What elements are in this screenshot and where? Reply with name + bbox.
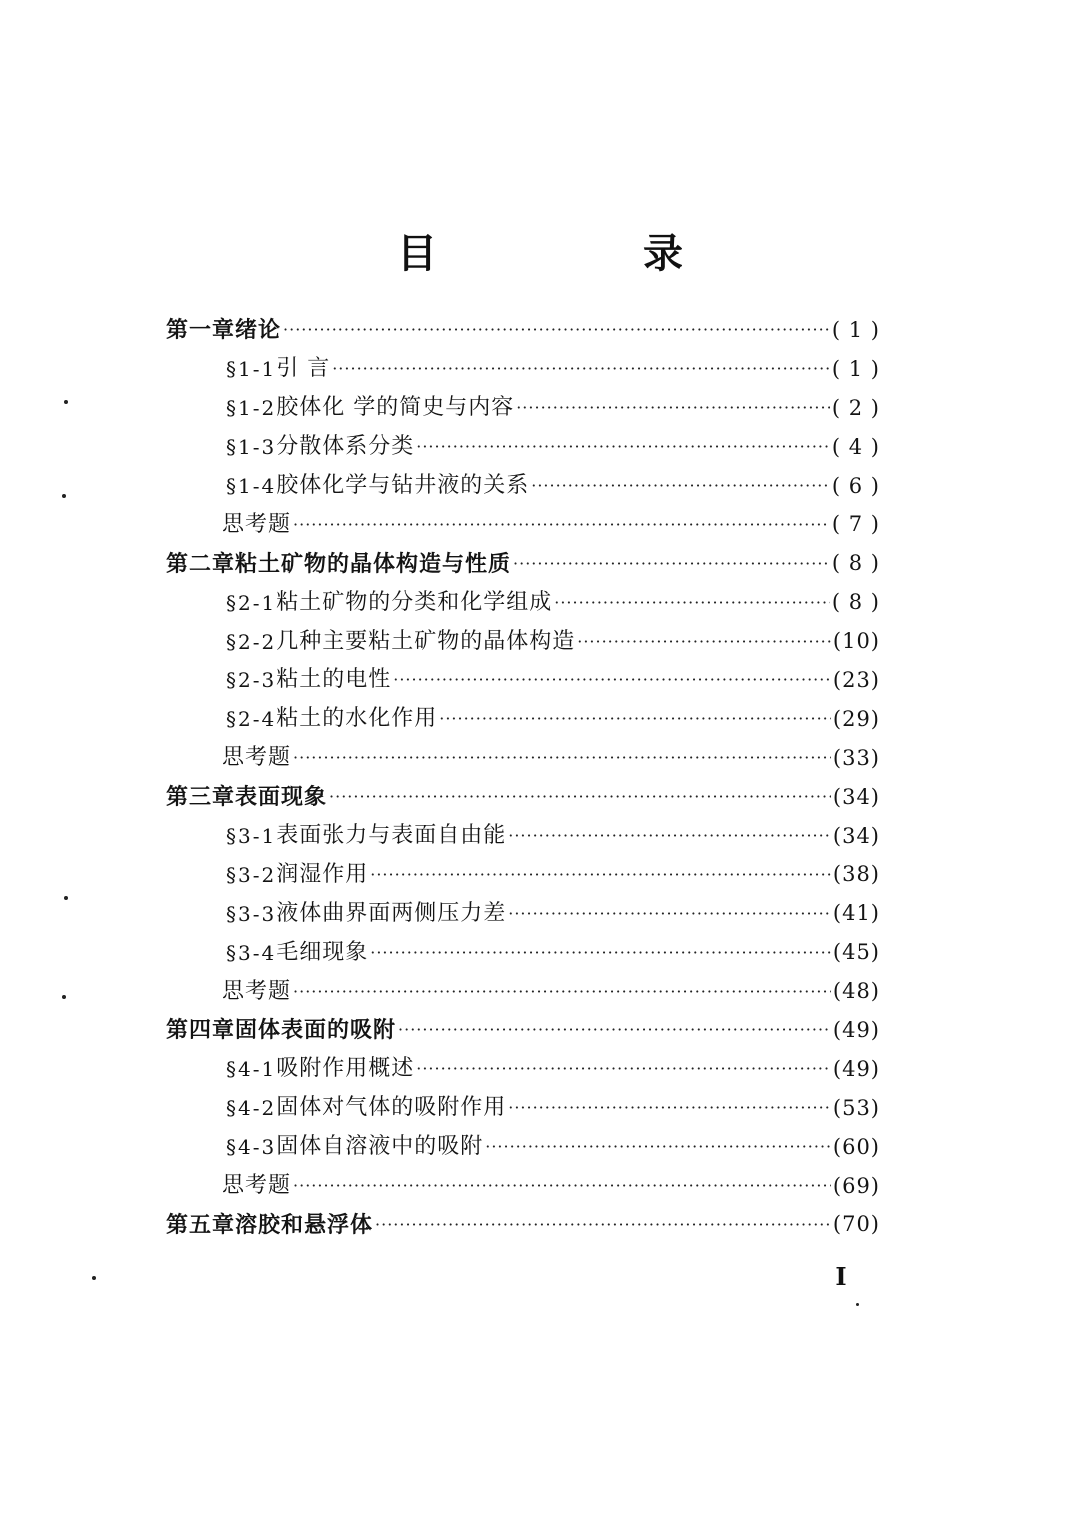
toc-entry-page: ( 2 ) bbox=[831, 395, 880, 420]
toc-entry-page: (10) bbox=[832, 629, 880, 654]
scan-speck bbox=[64, 400, 68, 404]
toc-entry-title: 固体对气体的吸附作用 bbox=[276, 1095, 507, 1121]
dot-leader bbox=[531, 475, 830, 497]
toc-entry-number: §1-3 bbox=[226, 435, 277, 460]
toc-entry-page: ( 1 ) bbox=[831, 356, 880, 381]
toc-entry-chapter-3[interactable] bbox=[160, 778, 880, 817]
dot-leader bbox=[283, 319, 830, 341]
toc-entry-title: 固体表面的吸附 bbox=[235, 1017, 397, 1044]
toc-entry-questions-4[interactable] bbox=[160, 1167, 880, 1206]
toc-entry-title: 分散体系分类 bbox=[276, 434, 415, 460]
toc-entry-questions-1[interactable] bbox=[160, 505, 880, 544]
dot-leader bbox=[508, 903, 831, 925]
toc-entry-page: (41) bbox=[832, 901, 880, 926]
toc-entry-section-1-3[interactable] bbox=[160, 428, 880, 467]
dot-leader bbox=[416, 436, 830, 458]
toc-entry-title: 思考题 bbox=[222, 745, 292, 771]
toc-entry-section-4-2[interactable] bbox=[160, 1089, 880, 1128]
toc-entry-chapter-1[interactable] bbox=[160, 311, 880, 350]
toc-entry-title: 溶胶和悬浮体 bbox=[235, 1211, 374, 1238]
toc-entry-number: 第三章 bbox=[166, 784, 236, 811]
toc-entry-page: ( 8 ) bbox=[831, 551, 880, 576]
toc-entry-number: §3-2 bbox=[226, 862, 277, 887]
page-number: I bbox=[835, 1262, 847, 1291]
toc-entry-page: (34) bbox=[832, 823, 880, 848]
scan-speck bbox=[62, 494, 66, 498]
toc-entry-page: (49) bbox=[832, 1056, 880, 1081]
toc-entry-section-2-3[interactable] bbox=[160, 661, 880, 700]
toc-entry-title: 粘土的电性 bbox=[276, 667, 392, 693]
dot-leader bbox=[293, 981, 831, 1003]
toc-entry-number: §3-1 bbox=[226, 824, 277, 849]
toc-entry-section-3-2[interactable] bbox=[160, 855, 880, 894]
toc-entry-questions-2[interactable] bbox=[160, 739, 880, 778]
dot-leader bbox=[332, 358, 830, 380]
toc-entry-page: (33) bbox=[832, 745, 880, 770]
dot-leader bbox=[554, 592, 830, 614]
toc-entry-number: §4-2 bbox=[226, 1096, 277, 1121]
toc-entry-number: §2-3 bbox=[226, 668, 277, 693]
table-of-contents bbox=[160, 311, 880, 1244]
toc-entry-page: (49) bbox=[832, 1017, 880, 1042]
dot-leader bbox=[513, 553, 830, 575]
dot-leader bbox=[393, 669, 831, 691]
toc-entry-section-4-1[interactable] bbox=[160, 1050, 880, 1089]
toc-entry-title: 胶体化 学的简史与内容 bbox=[276, 395, 515, 421]
toc-entry-page: ( 7 ) bbox=[831, 512, 880, 537]
toc-entry-number: §3-3 bbox=[226, 901, 277, 926]
toc-entry-section-3-4[interactable] bbox=[160, 933, 880, 972]
toc-entry-number: 第四章 bbox=[166, 1017, 236, 1044]
toc-entry-number: 第五章 bbox=[166, 1211, 236, 1238]
toc-entry-section-3-1[interactable] bbox=[160, 817, 880, 856]
toc-entry-page: (45) bbox=[832, 940, 880, 965]
dot-leader bbox=[485, 1136, 831, 1158]
toc-entry-section-4-3[interactable] bbox=[160, 1128, 880, 1167]
toc-entry-title: 固体自溶液中的吸附 bbox=[276, 1134, 484, 1160]
toc-entry-number: §2-2 bbox=[226, 629, 277, 654]
toc-entry-page: ( 1 ) bbox=[831, 317, 880, 342]
toc-entry-page: (29) bbox=[832, 706, 880, 731]
toc-entry-number: §4-3 bbox=[226, 1135, 277, 1160]
dot-leader bbox=[398, 1019, 831, 1041]
toc-entry-section-2-2[interactable] bbox=[160, 622, 880, 661]
toc-entry-chapter-5[interactable] bbox=[160, 1205, 880, 1244]
toc-entry-number: §2-1 bbox=[226, 590, 277, 615]
toc-entry-title: 思考题 bbox=[222, 978, 292, 1004]
dot-leader bbox=[293, 747, 831, 769]
toc-entry-page: ( 4 ) bbox=[831, 434, 880, 459]
dot-leader bbox=[416, 1058, 831, 1080]
toc-entry-title: 思考题 bbox=[222, 511, 292, 537]
toc-entry-title: 表面张力与表面自由能 bbox=[276, 823, 507, 849]
toc-entry-page: (23) bbox=[832, 667, 880, 692]
toc-entry-title: 思考题 bbox=[222, 1173, 292, 1199]
toc-entry-section-1-4[interactable] bbox=[160, 467, 880, 506]
toc-entry-number: §2-4 bbox=[226, 707, 277, 732]
dot-leader bbox=[577, 631, 831, 653]
toc-entry-page: (69) bbox=[832, 1173, 880, 1198]
toc-entry-section-1-1[interactable] bbox=[160, 350, 880, 389]
dot-leader bbox=[516, 397, 830, 419]
toc-entry-title: 粘土矿物的分类和化学组成 bbox=[276, 589, 553, 615]
dot-leader bbox=[370, 942, 831, 964]
page-title: 目 录 bbox=[397, 230, 779, 277]
toc-entry-number: §3-4 bbox=[226, 940, 277, 965]
scan-speck bbox=[92, 1276, 96, 1280]
toc-entry-page: ( 6 ) bbox=[831, 473, 880, 498]
toc-entry-section-3-3[interactable] bbox=[160, 894, 880, 933]
toc-entry-section-1-2[interactable] bbox=[160, 389, 880, 428]
toc-entry-page: (60) bbox=[832, 1134, 880, 1159]
dot-leader bbox=[375, 1214, 831, 1236]
toc-entry-title: 吸附作用概述 bbox=[276, 1056, 415, 1082]
toc-entry-number: §1-4 bbox=[226, 474, 277, 498]
scan-speck bbox=[856, 1303, 859, 1306]
dot-leader bbox=[508, 1097, 831, 1119]
toc-entry-number: §1-1 bbox=[226, 357, 277, 382]
toc-entry-title: 引 言 bbox=[276, 356, 331, 382]
toc-entry-page: (38) bbox=[832, 862, 880, 887]
toc-entry-section-2-1[interactable] bbox=[160, 583, 880, 622]
dot-leader bbox=[329, 786, 831, 808]
toc-entry-title: 几种主要粘土矿物的晶体构造 bbox=[276, 628, 576, 654]
toc-entry-title: 液体曲界面两侧压力差 bbox=[276, 900, 507, 926]
toc-entry-questions-3[interactable] bbox=[160, 972, 880, 1011]
toc-entry-title: 绪论 bbox=[235, 317, 282, 344]
toc-entry-page: (34) bbox=[832, 784, 880, 809]
toc-entry-title: 表面现象 bbox=[235, 784, 328, 811]
toc-entry-title: 粘土矿物的晶体构造与性质 bbox=[235, 550, 512, 577]
toc-entry-page: (53) bbox=[832, 1095, 880, 1120]
toc-entry-title: 胶体化学与钻井液的关系 bbox=[276, 473, 530, 498]
dot-leader bbox=[293, 1175, 831, 1197]
toc-entry-chapter-4[interactable] bbox=[160, 1011, 880, 1050]
dot-leader bbox=[508, 825, 831, 847]
scan-speck bbox=[64, 896, 68, 900]
toc-entry-title: 毛细现象 bbox=[276, 939, 369, 965]
toc-entry-number: 第二章 bbox=[166, 550, 236, 577]
toc-entry-number: 第一章 bbox=[166, 317, 236, 344]
toc-entry-number: §1-2 bbox=[226, 396, 277, 421]
dot-leader bbox=[370, 864, 831, 886]
toc-entry-section-2-4[interactable] bbox=[160, 700, 880, 739]
toc-entry-title: 粘土的水化作用 bbox=[276, 706, 438, 732]
scan-speck bbox=[62, 995, 66, 999]
toc-entry-number: §4-1 bbox=[226, 1057, 277, 1082]
toc-entry-title: 润湿作用 bbox=[276, 861, 369, 887]
toc-entry-chapter-2[interactable] bbox=[160, 544, 880, 583]
toc-entry-page: (70) bbox=[832, 1212, 880, 1237]
toc-entry-page: (48) bbox=[832, 979, 880, 1004]
dot-leader bbox=[293, 514, 830, 536]
toc-entry-page: ( 8 ) bbox=[831, 590, 880, 615]
dot-leader bbox=[439, 708, 831, 730]
